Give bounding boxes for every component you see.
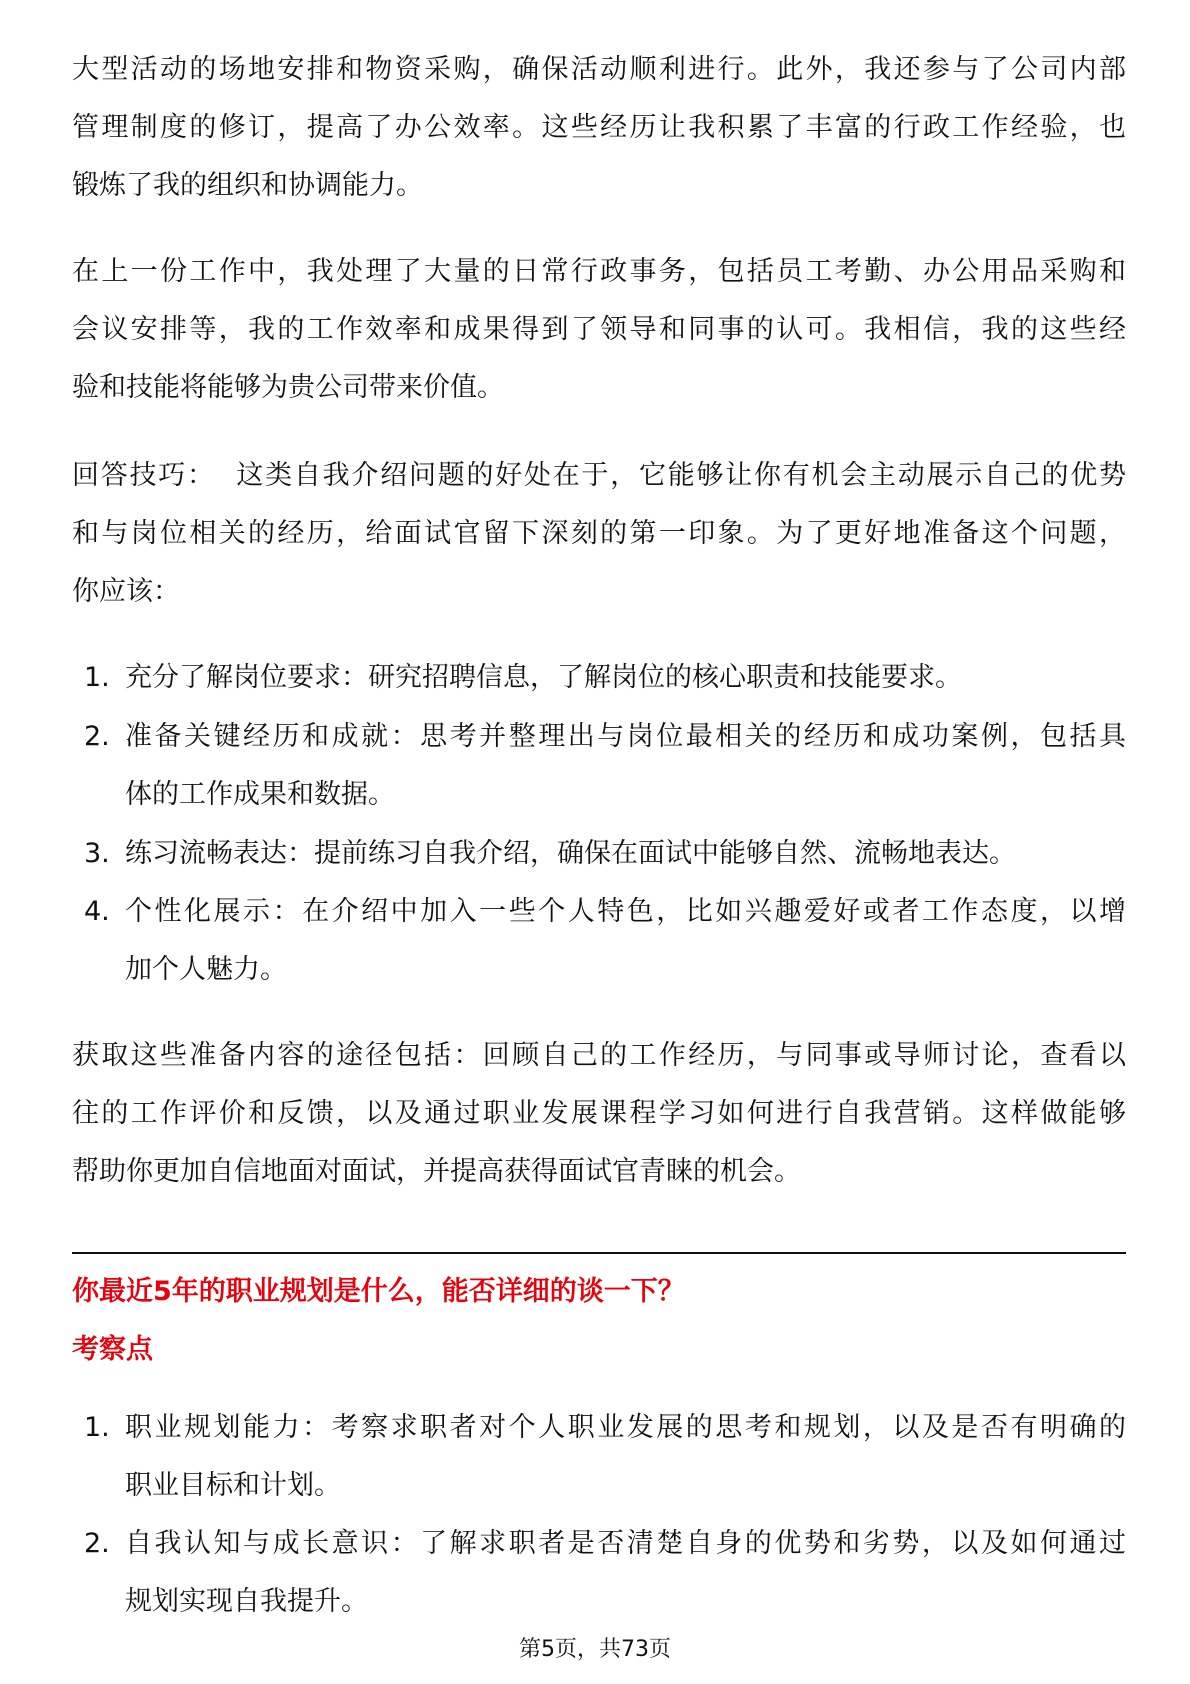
- text-line: 往的工作评价和反馈，以及通过职业发展课程学习如何进行自我营销。这样做能够: [72, 1098, 1126, 1129]
- text-line: 验和技能将能够为贵公司带来价值。: [72, 372, 504, 403]
- paragraph-4: [72, 1027, 1126, 1201]
- list-number: 3.: [84, 838, 110, 869]
- text-line: 职业规划能力：考察求职者对个人职业发展的思考和规划，以及是否有明确的: [125, 1412, 1126, 1443]
- text-line: 锻炼了我的组织和协调能力。: [72, 170, 423, 201]
- list-item: [84, 649, 1126, 707]
- text-line: 大型活动的场地安排和物资采购，确保活动顺利进行。此外，我还参与了公司内部: [72, 54, 1126, 85]
- text-line: 帮助你更加自信地面对面试，并提高获得面试官青睐的机会。: [72, 1156, 801, 1187]
- paragraph-2: [72, 243, 1126, 417]
- list-number: 4.: [84, 896, 110, 927]
- list-item: [84, 883, 1126, 999]
- text-line: 准备关键经历和成就：思考并整理出与岗位最相关的经历和成功案例，包括具: [125, 721, 1126, 752]
- list-item: [84, 708, 1126, 824]
- text-line: 回答技巧： 这类自我介绍问题的好处在于，它能够让你有机会主动展示自己的优势: [72, 460, 1126, 491]
- text-line: 充分了解岗位要求：研究招聘信息，了解岗位的核心职责和技能要求。: [125, 662, 962, 693]
- text-line: 你应该：: [72, 576, 180, 607]
- text-line: 和与岗位相关的经历，给面试官留下深刻的第一印象。为了更好地准备这个问题，: [72, 518, 1126, 549]
- text-line: 会议安排等，我的工作效率和成果得到了领导和同事的认可。我相信，我的这些经: [72, 314, 1126, 345]
- page-number: 第5页，共73页: [519, 1637, 671, 1662]
- text-line: 加个人魅力。: [125, 954, 287, 985]
- text-line: 管理制度的修订，提高了办公效率。这些经历让我积累了丰富的行政工作经验，也: [72, 112, 1126, 143]
- list-number: 2.: [84, 721, 110, 752]
- text-line: 练习流畅表达：提前练习自我介绍，确保在面试中能够自然、流畅地表达。: [125, 838, 1016, 869]
- list-item: [84, 825, 1126, 883]
- list-number: 1.: [84, 1412, 110, 1443]
- paragraph-1: [72, 41, 1126, 215]
- list-item: [84, 1399, 1126, 1515]
- list-item: [84, 1515, 1126, 1631]
- text-line: 自我认知与成长意识：了解求职者是否清楚自身的优势和劣势，以及如何通过: [125, 1528, 1126, 1559]
- text-line: 个性化展示：在介绍中加入一些个人特色，比如兴趣爱好或者工作态度，以增: [125, 896, 1126, 927]
- paragraph-3: [72, 447, 1126, 621]
- text-line: 获取这些准备内容的途径包括：回顾自己的工作经历，与同事或导师讨论，查看以: [72, 1040, 1126, 1071]
- question-heading: 你最近5年的职业规划是什么，能否详细的谈一下？: [72, 1276, 685, 1307]
- section-heading: 考察点: [72, 1334, 153, 1365]
- divider: [72, 1252, 1126, 1254]
- list-number: 2.: [84, 1528, 110, 1559]
- list-number: 1.: [84, 662, 110, 693]
- text-line: 规划实现自我提升。: [125, 1586, 368, 1617]
- text-line: 在上一份工作中，我处理了大量的日常行政事务，包括员工考勤、办公用品采购和: [72, 256, 1126, 287]
- text-line: 职业目标和计划。: [125, 1470, 341, 1501]
- text-line: 体的工作成果和数据。: [125, 779, 395, 810]
